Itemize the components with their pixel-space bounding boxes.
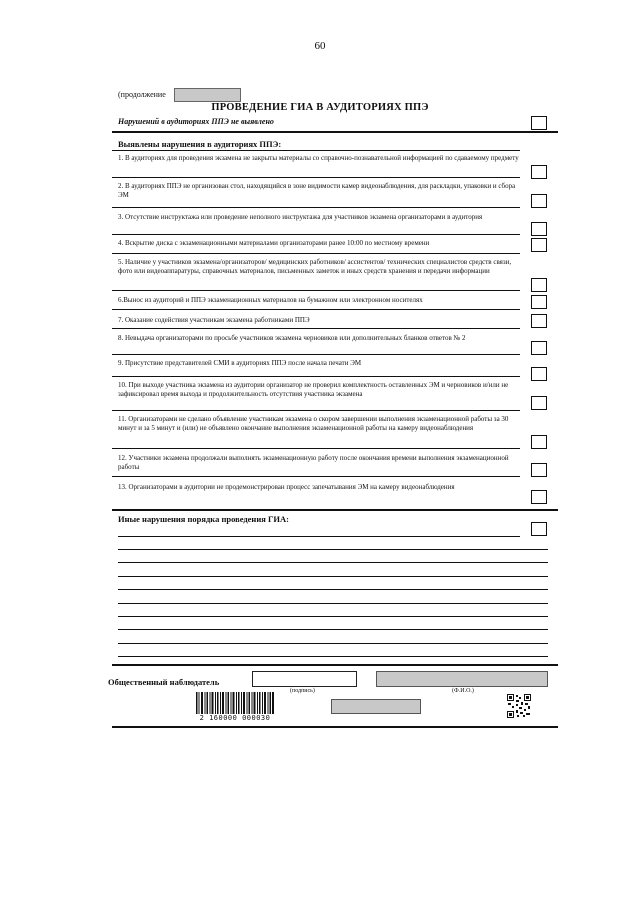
fio-caption: (Ф.И.О.) [452,688,474,694]
violation-item-2: 2. В аудиториях ППЭ не организован стол, находящийся в зоне видимости камер видеонаблюдения, для раскладки, упаковки и сбора ЭМ [118,182,516,200]
writing-line[interactable] [118,603,548,604]
divider [112,664,558,666]
other-violations-header: Иные нарушения порядка проведения ГИА: [118,514,289,524]
violation-checkbox-9[interactable] [531,367,547,381]
violation-item-5: 5. Наличие у участников экзамена/организаторов/ медицинских работников/ ассистентов/ технических специалистов средств связи, фото или видеоаппаратуры, справочных материалов, письменных заметок и иных средств хранения и передачи информации [118,258,512,276]
signature-caption: (подпись) [290,688,315,694]
divider [112,309,520,310]
violation-item-3: 3. Отсутствие инструктажа или проведение неполного инструктажа для участников экзамена организаторами в аудитория [118,213,483,221]
writing-line[interactable] [118,589,548,590]
violation-checkbox-1[interactable] [531,165,547,179]
qr-code-icon [507,694,531,718]
violations-header: Выявлены нарушения в аудиториях ППЭ: [118,139,282,149]
violation-item-1: 1. В аудиториях для проведения экзамена не закрыты материалы со справочно-познавательной информацией по сдаваемому предмету [118,154,519,162]
divider [112,376,520,377]
code-field [331,699,421,714]
writing-line[interactable] [118,549,548,550]
violation-item-12: 12. Участники экзамена продолжали выполнять экзаменационную работу после окончания времени выполнения экзаменационной работы [118,454,509,472]
signature-field[interactable] [252,671,357,687]
divider [112,150,520,151]
writing-line[interactable] [118,562,548,563]
continuation-label: (продолжение [118,90,166,99]
violation-checkbox-11[interactable] [531,435,547,449]
violation-item-13: 13. Организаторами в аудитории не продемонстрирован процесс запечатывания ЭМ на камеру видеонаблюдения [118,483,455,491]
writing-line[interactable] [118,616,548,617]
violation-item-9: 9. Присутствие представителей СМИ в аудиториях ППЭ после начала печати ЭМ [118,359,362,367]
violation-checkbox-8[interactable] [531,341,547,355]
bottom-divider [112,726,558,728]
divider [112,290,520,291]
fio-field[interactable] [376,671,548,687]
divider [112,410,520,411]
page-number: 60 [314,40,326,52]
other-violations-checkbox[interactable] [531,522,547,536]
violation-checkbox-2[interactable] [531,194,547,208]
writing-line[interactable] [118,536,520,537]
divider [112,328,520,329]
no-violations-checkbox[interactable] [531,116,547,130]
violation-checkbox-7[interactable] [531,314,547,328]
violation-item-4: 4. Вскрытие диска с экзаменационными материалами организаторами ранее 10:00 по местному времени [118,239,430,247]
violation-checkbox-12[interactable] [531,463,547,477]
continuation-field[interactable] [174,88,241,102]
writing-line[interactable] [118,656,548,657]
violation-item-8: 8. Невыдача организаторами по просьбе участников экзамена черновиков или дополнительных бланков ответов № 2 [118,334,466,342]
violation-checkbox-6[interactable] [531,295,547,309]
observer-label: Общественный наблюдатель [108,677,220,687]
violation-item-7: 7. Оказание содействия участникам экзамена работниками ППЭ [118,316,310,324]
violation-checkbox-13[interactable] [531,490,547,504]
divider [112,177,520,178]
divider [112,509,558,511]
violation-checkbox-3[interactable] [531,222,547,236]
divider [112,354,520,355]
divider [112,234,520,235]
divider [112,131,558,133]
writing-line[interactable] [118,643,548,644]
violation-item-6: 6.Вынос из аудиторий и ППЭ экзаменационных материалов на бумажном или электронном носителях [118,296,423,304]
divider [112,253,520,254]
divider [112,476,520,477]
violation-item-10: 10. При выходе участника экзамена из аудитории организатор не проверил комплектность оставленных ЭМ и черновиков и/или не зафиксировал время выхода и продолжительность отсутствия участника экзамена [118,381,509,399]
no-violations-label: Нарушений в аудиториях ППЭ не выявлено [118,117,274,126]
violation-checkbox-10[interactable] [531,396,547,410]
violation-checkbox-4[interactable] [531,238,547,252]
barcode-icon [196,692,274,714]
divider [112,207,520,208]
violation-item-11: 11. Организаторами не сделано объявление участникам экзамена о скором завершении выполнения экзаменационной работы за 30 минут и за 5 минут и (или) не объявлено окончание выполнения экзаменационной работы на камеру видеонаблюдения [118,415,509,433]
barcode-number: 2 160000 000030 [199,714,271,722]
divider [112,448,520,449]
section-title: ПРОВЕДЕНИЕ ГИА В АУДИТОРИЯХ ППЭ [211,102,429,113]
writing-line[interactable] [118,576,548,577]
writing-line[interactable] [118,629,548,630]
violation-checkbox-5[interactable] [531,278,547,292]
